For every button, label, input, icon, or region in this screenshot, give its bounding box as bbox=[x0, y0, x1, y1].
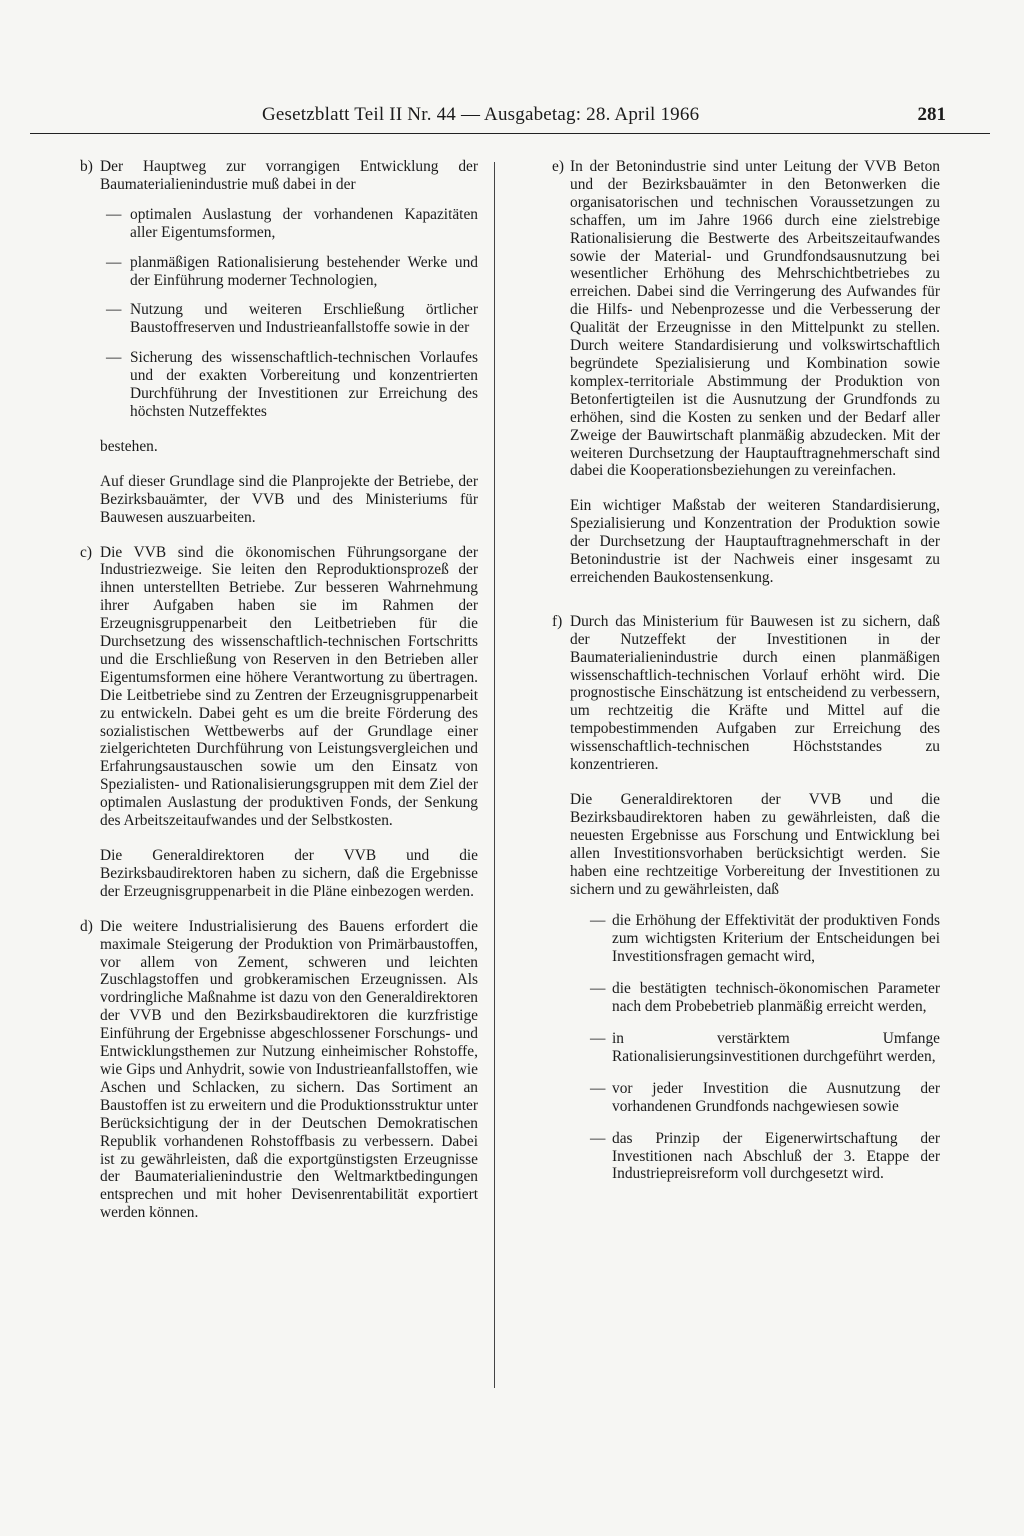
page-number: 281 bbox=[917, 104, 946, 125]
header-title: Gesetzblatt Teil II Nr. 44 — Ausgabetag: 28. April 1966 bbox=[262, 104, 700, 125]
dash-item bbox=[590, 1080, 940, 1116]
section-b-dash-list bbox=[100, 206, 478, 421]
section-e-paragraph-2: Ein wichtiger Maßstab der weiteren Standardisierung, Spezialisierung und Konzentration der Produktion sowie der Durchsetzung der Hauptauftragnehmerschaft in der Betonindustrie ist der Nachweis einer insgesamt zu erreichenden Baukostensenkung. bbox=[570, 497, 940, 586]
section-c-text: Die VVB sind die ökonomischen Führungsorgane der Industriezweige. Sie leiten den Reproduktionsprozeß der ihnen unterstellten Betriebe. Zur besseren Wahrnehmung ihrer Aufgaben haben sie im Rahmen der Erzeugnisgruppenarbeit den Leitbetrieben für die Durchsetzung des wissenschaftlich-technischen Fortschritts und die Erschließung von Reserven in den Betrieben aller Eigentumsformen eine höhere Verantwortung zu übertragen. Die Leitbetriebe sind zu Zentren der Erzeugnisgruppenarbeit zu entwickeln. Dabei geht es um die breite Förderung des sozialistischen Wettbewerbs auf der Grundlage einer zielgerichteten Durchführung von Leistungsvergleichen und Erfahrungsaustauschen sowie um den Einsatz von Spezialisten- und Rationalisierungsgruppen mit dem Ziel der optimalen Auslastung der produktiven Fonds, der Senkung des Arbeitszeitaufwandes und der Selbstkosten. bbox=[100, 543, 478, 830]
dash-item bbox=[100, 349, 478, 421]
dash-mark: — bbox=[590, 1029, 606, 1047]
section-b-intro: Der Hauptweg zur vorrangigen Entwicklung der Baumaterialienindustrie muß dabei in der bbox=[100, 158, 478, 193]
section-f-dash-list bbox=[570, 912, 940, 1183]
section-f-text: Durch das Ministerium für Bauwesen ist zu sichern, daß der Nutzeffekt der Investitionen in der Baumaterialienindustrie durch einen planmäßigen wissenschaftlich-technischen Vorlauf erhöht wird. Die prognostische Einschätzung ist entscheidend zu verbessern, um rechtzeitig die Kräfte und Mittel auf die tempobestimmenden Aufgaben zur Erreichung des wissenschaftlich-technischen Höchststandes zu konzentrieren. bbox=[570, 612, 940, 774]
dash-item-text: optimalen Auslastung der vorhandenen Kapazitäten aller Eigentumsformen, bbox=[130, 205, 478, 241]
section-d-label: d) bbox=[80, 917, 93, 935]
section-d bbox=[66, 918, 478, 1222]
dash-item-text: die bestätigten technisch-ökonomischen Parameter nach dem Probebetrieb planmäßig erreicht werden, bbox=[612, 980, 940, 1016]
dash-item bbox=[590, 1030, 940, 1066]
dash-mark: — bbox=[590, 1129, 606, 1147]
section-c bbox=[66, 544, 478, 901]
section-c-paragraph-2: Die Generaldirektoren der VVB und die Bezirksbaudirektoren haben zu sichern, daß die Ergebnisse der Erzeugnisgruppenarbeit in die Pläne einbezogen werden. bbox=[100, 847, 478, 900]
section-b-outro: bestehen. bbox=[100, 437, 158, 455]
dash-mark: — bbox=[106, 205, 122, 223]
section-e-label: e) bbox=[552, 158, 564, 175]
dash-item bbox=[100, 206, 478, 242]
page-header bbox=[30, 100, 990, 134]
section-b-label: b) bbox=[80, 158, 93, 175]
section-f-label: f) bbox=[552, 612, 563, 630]
dash-mark: — bbox=[590, 980, 606, 998]
dash-item-text: die Erhöhung der Effektivität der produktiven Fonds zum wichtigsten Kriterium der Entscheidungen bei Investitionsfragen gemacht wird, bbox=[612, 912, 940, 966]
dash-mark: — bbox=[106, 253, 122, 271]
right-column bbox=[536, 158, 940, 1183]
dash-item bbox=[100, 301, 478, 337]
dash-item bbox=[100, 254, 478, 290]
section-c-label: c) bbox=[80, 543, 92, 561]
column-divider bbox=[494, 162, 495, 1388]
dash-mark: — bbox=[590, 1079, 606, 1097]
section-f bbox=[536, 613, 940, 1183]
section-f-paragraph-2: Die Generaldirektoren der VVB und die Bezirksbaudirektoren haben zu gewährleisten, daß die neuesten Ergebnisse aus Forschung und Entwicklung bei allen Investitionsvorhaben berücksichtigt werden. Sie haben eine rechtzeitige Vorbereitung der Investitionen zu sichern und zu gewährleisten, daß bbox=[570, 791, 940, 898]
dash-mark: — bbox=[590, 912, 606, 930]
dash-item-text: Sicherung des wissenschaftlich-technischen Vorlaufes und der exakten Vorbereitung und konzentrierten Durchführung der Investitionen zur Erreichung des höchsten Nutzeffektes bbox=[130, 349, 478, 420]
dash-mark: — bbox=[106, 349, 122, 367]
section-e bbox=[536, 158, 940, 587]
section-b bbox=[66, 158, 478, 527]
section-e-text: In der Betonindustrie sind unter Leitung der VVB Beton und der Bezirksbauämter in den Betonwerken die organisatorischen und technischen Voraussetzungen zu schaffen, um im Jahre 1966 durch eine zielstrebige Rationalisierung die Bestwerte des Arbeitszeitaufwandes sowie der Material- und Grundfondsausnutzung bei wesentlicher Erhöhung des Mehrschichtbetriebes zu erreichen. Dabei sind die Verringerung des Aufwandes für die Hilfs- und Nebenprozesse und die Verbesserung der Qualität der Erzeugnisse in den Mittelpunkt zu stellen. Durch weitere Standardisierung und volkswirtschaftlich begründete Spezialisierung und Kombination sowie komplex-territoriale Abstimmung der Produktion von Betonfertigteilen ist die Ausnutzung der Grundfonds zu erhöhen, sind die Kosten zu senken und der Bedarf aller Zweige der Bauwirtschaft planmäßig abzudecken. Mit der weiteren Durchsetzung der Hauptauftragnehmerschaft sind dabei die Kooperationsbeziehungen zu vereinfachen. bbox=[570, 158, 940, 480]
dash-item-text: das Prinzip der Eigenerwirtschaftung der Investitionen nach Abschluß der 3. Etappe der Industriepreisreform voll durchgesetzt wird. bbox=[612, 1129, 940, 1183]
dash-item bbox=[590, 1130, 940, 1184]
dash-item-text: Nutzung und weiteren Erschließung örtlicher Baustoffreserven und Industrieanfallstoffe sowie in der bbox=[130, 301, 478, 337]
dash-item bbox=[590, 980, 940, 1016]
dash-item-text: vor jeder Investition die Ausnutzung der vorhandenen Grundfonds nachgewiesen sowie bbox=[612, 1079, 940, 1115]
section-d-text: Die weitere Industrialisierung des Bauens erfordert die maximale Steigerung der Produktion von Primärbaustoffen, vor allem von Zement, schweren und leichten Zuschlagstoffen und grobkeramischen Erzeugnissen. Als vordringliche Maßnahme ist dazu von den Generaldirektoren der VVB und den Bezirksbaudirektoren die kurzfristige Einführung der Ergebnisse abgeschlossener Forschungs- und Entwicklungsthemen zur Nutzung einheimischer Rohstoffe, wie Gips und Anhydrit, sowie von Industrieanfallstoffen, wie Aschen und Schlacken, zu sichern. Das Sortiment an Baustoffen ist zu erweitern und die Produktionsstruktur unter Berücksichtigung der in der Deutschen Demokratischen Republik vorhandenen Rohstoffbasis zu verbessern. Dabei ist zu gewährleisten, daß die exportgünstigsten Erzeugnisse der Baumaterialienindustrie den Weltmarktbedingungen entsprechen und mit hoher Devisenrentabilität exportiert werden können. bbox=[100, 917, 478, 1222]
dash-mark: — bbox=[106, 301, 122, 319]
left-column bbox=[66, 158, 478, 1222]
dash-item bbox=[590, 912, 940, 966]
dash-item-text: in verstärktem Umfange Rationalisierungsinvestitionen durchgeführt werden, bbox=[612, 1029, 940, 1065]
section-b-paragraph-2: Auf dieser Grundlage sind die Planprojekte der Betriebe, der Bezirksbauämter, der VVB und des Ministeriums für Bauwesen auszuarbeiten. bbox=[100, 472, 478, 526]
dash-item-text: planmäßigen Rationalisierung bestehender Werke und der Einführung moderner Technologien, bbox=[130, 253, 478, 289]
